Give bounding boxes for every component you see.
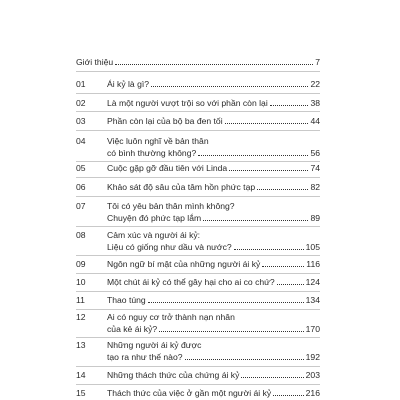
entry-number: 05 [76, 163, 86, 173]
entry-page: 203 [305, 370, 320, 380]
entry-title: Ngôn ngữ bí mật của những người ái kỷ [107, 259, 261, 269]
divider [76, 177, 320, 178]
entry-page: 170 [305, 324, 320, 334]
dot-leader [151, 85, 308, 87]
entry-number: 11 [76, 295, 85, 305]
dot-leader [262, 265, 304, 267]
entry-number: 02 [76, 98, 86, 108]
entry-title: Phần còn lại của bộ ba đen tối [107, 116, 223, 126]
toc-entry [0, 201, 400, 227]
entry-title: Thách thức của việc ở gần một người ái kỷ [107, 388, 272, 398]
entry-page: 105 [305, 242, 320, 252]
dot-leader [273, 394, 303, 396]
divider [76, 196, 320, 197]
entry-title-line-1: Ai có nguy cơ trở thành nạn nhân [107, 312, 235, 322]
toc-intro-page: 7 [315, 57, 320, 67]
entry-title: Cuộc gặp gỡ đầu tiên với Linda [107, 163, 228, 173]
entry-title-line-2: có bình thường không? [107, 148, 197, 158]
entry-title: Một chút ái kỷ có thể gây hại cho ai co chứ? [107, 277, 275, 287]
entry-number: 15 [76, 388, 86, 398]
dot-leader [234, 248, 304, 250]
entry-title-line-2: Chuyện đó phức tạp lắm [107, 213, 202, 223]
entry-title: Những thách thức của chứng ái kỷ [107, 370, 240, 380]
entry-title-line-1: Những người ái kỷ được [107, 340, 202, 350]
divider [76, 255, 320, 256]
entry-number: 07 [76, 201, 86, 211]
divider [76, 71, 320, 72]
entry-number: 08 [76, 230, 86, 240]
divider [76, 366, 320, 367]
dot-leader [229, 169, 308, 171]
entry-number: 01 [76, 79, 86, 89]
dot-leader [115, 63, 313, 65]
toc-intro-title: Giới thiệu [76, 57, 114, 67]
entry-number: 12 [76, 312, 86, 322]
entry-title-line-1: Việc luôn nghĩ về bản thân [107, 136, 209, 146]
entry-page: 192 [305, 352, 320, 362]
divider [76, 273, 320, 274]
entry-title: Khảo sát độ sâu của tâm hồn phức tạp [107, 182, 256, 192]
divider [76, 130, 320, 131]
dot-leader [277, 283, 304, 285]
entry-page: 124 [305, 277, 320, 287]
entry-number: 04 [76, 136, 86, 146]
entry-title: Là một người vượt trội so với phần còn lại [107, 98, 268, 108]
divider [76, 111, 320, 112]
entry-page: 44 [310, 116, 320, 126]
entry-number: 03 [76, 116, 86, 126]
entry-title-line-2: của kẻ ái kỷ? [107, 324, 158, 334]
dot-leader [270, 104, 309, 106]
entry-page: 82 [310, 182, 320, 192]
divider [76, 226, 320, 227]
toc-entry [0, 312, 400, 338]
dot-leader [203, 219, 308, 221]
entry-title-line-2: Liệu có giống như dầu và nước? [107, 242, 232, 252]
toc-intro [76, 57, 320, 67]
entry-number: 13 [76, 340, 86, 350]
entry-page: 216 [305, 388, 320, 398]
entry-page: 116 [306, 259, 320, 269]
entry-number: 10 [76, 277, 86, 287]
entry-page: 56 [310, 148, 320, 158]
entry-page: 38 [310, 98, 320, 108]
divider [76, 291, 320, 292]
entry-title: Thao túng [107, 295, 146, 305]
divider [76, 309, 320, 310]
toc-entry [0, 340, 400, 366]
dot-leader [148, 301, 304, 303]
dot-leader [257, 188, 308, 190]
entry-page: 134 [305, 295, 320, 305]
divider [76, 161, 320, 162]
toc-entry [0, 136, 400, 162]
dot-leader [241, 376, 303, 378]
entry-number: 06 [76, 182, 86, 192]
dot-leader [198, 154, 308, 156]
entry-page: 89 [310, 213, 320, 223]
entry-page: 74 [310, 163, 320, 173]
entry-number: 14 [76, 370, 86, 380]
entry-title-line-2: tạo ra như thế nào? [107, 352, 183, 362]
entry-number: 09 [76, 259, 86, 269]
divider [76, 337, 320, 338]
divider [76, 384, 320, 385]
toc-entry [0, 230, 400, 256]
dot-leader [185, 358, 304, 360]
entry-title-line-1: Tôi có yêu bản thân mình không? [107, 201, 235, 211]
dot-leader [159, 330, 303, 332]
entry-title-line-1: Cảm xúc và người ái kỷ: [107, 230, 201, 240]
entry-page: 22 [310, 79, 320, 89]
dot-leader [225, 122, 309, 124]
divider [76, 93, 320, 94]
entry-title: Ái kỷ là gì? [107, 79, 150, 89]
